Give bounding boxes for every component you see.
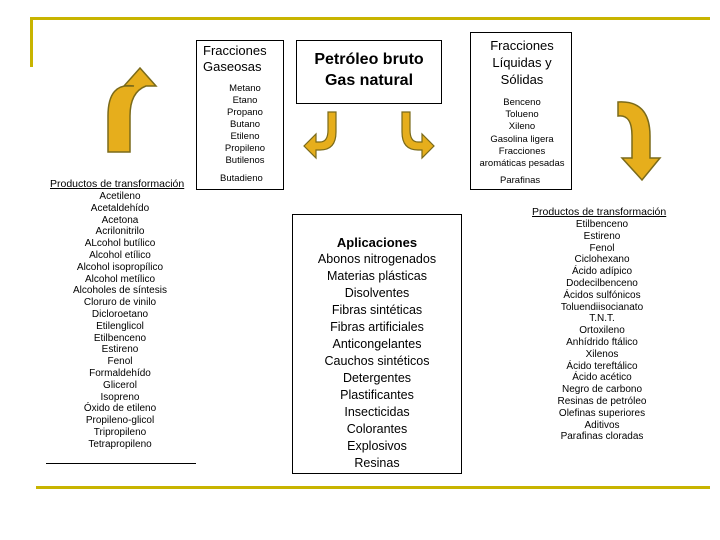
- curved-arrow-right-icon: [614, 100, 674, 200]
- application-item: Colorantes: [346, 422, 408, 436]
- right-product-item: Resinas de petróleo: [557, 395, 647, 407]
- left-product-item: Óxido de etileno: [83, 403, 157, 415]
- left-products-list: [50, 191, 190, 451]
- right-product-item: Olefinas superiores: [558, 407, 646, 419]
- left-product-item: Etilenglicol: [96, 320, 144, 332]
- right-product-item: Dodecilbenceno: [566, 277, 638, 289]
- applications-title: Aplicaciones: [336, 235, 418, 250]
- right-product-item: Anhídrido ftálico: [566, 336, 638, 348]
- crude-oil-line2: Gas natural: [324, 72, 414, 89]
- application-item: Explosivos: [347, 439, 407, 453]
- application-item: Plastificantes: [340, 388, 414, 402]
- top-rule: [30, 17, 710, 20]
- curved-arrow-left-icon: [100, 66, 160, 166]
- crude-oil-line1: Petróleo bruto: [314, 51, 424, 68]
- gaseous-fractions-box: [196, 40, 284, 190]
- application-item: Cauchos sintéticos: [324, 354, 430, 368]
- left-product-item: Acetileno: [99, 191, 141, 202]
- gaseous-item: Butilenos: [225, 155, 265, 166]
- left-product-item: Fenol: [107, 356, 133, 368]
- right-product-item: Ciclohexano: [574, 254, 630, 266]
- liquid-title-line1: Fracciones: [490, 38, 554, 53]
- liquid-item: Xileno: [508, 121, 536, 133]
- left-product-item: ALcohol butílico: [84, 238, 156, 250]
- application-item: Fibras artificiales: [330, 320, 424, 334]
- liquid-title: [471, 37, 573, 88]
- left-product-item: Alcohol isopropílico: [76, 261, 164, 273]
- right-product-item: Xilenos: [585, 348, 619, 360]
- applications-box: [292, 214, 462, 474]
- gaseous-title: [203, 43, 267, 75]
- left-product-item: Formaldehído: [89, 367, 151, 379]
- left-product-item: Estireno: [101, 344, 139, 356]
- right-products-title: Productos de transformación: [532, 206, 667, 218]
- gaseous-item: Metano: [229, 83, 261, 94]
- liquid-extra: Parafinas: [500, 175, 541, 186]
- curved-arrow-center-right-icon: [396, 110, 436, 160]
- gaseous-item: Etano: [232, 95, 258, 106]
- gaseous-list: [197, 83, 293, 167]
- right-product-item: Estireno: [583, 230, 621, 242]
- left-product-item: Cloruro de vinilo: [83, 297, 157, 309]
- application-item: Disolventes: [344, 286, 410, 300]
- gaseous-item: Propileno: [224, 143, 266, 154]
- liquid-item: Fracciones: [498, 145, 546, 157]
- liquid-item: Tolueno: [505, 109, 539, 121]
- right-product-item: Ácido adípico: [571, 266, 633, 278]
- application-item: Detergentes: [342, 371, 412, 385]
- left-product-item: Propileno-glicol: [85, 415, 155, 427]
- right-product-item: Ácido acético: [572, 372, 632, 384]
- gaseous-title-line1: Fracciones: [203, 43, 267, 58]
- right-product-item: Aditivos: [584, 419, 620, 431]
- application-item: Fibras sintéticas: [331, 303, 423, 317]
- right-product-item: Parafinas cloradas: [560, 431, 644, 443]
- application-item: Insecticidas: [344, 405, 410, 419]
- liquid-item: Benceno: [503, 97, 541, 108]
- bottom-rule: [36, 486, 710, 489]
- liquid-fractions-box: [470, 32, 572, 190]
- left-product-item: Alcoholes de síntesis: [73, 285, 167, 297]
- gaseous-item: Butano: [229, 119, 261, 130]
- left-product-item: Alcohol etílico: [89, 249, 151, 261]
- curved-arrow-center-left-icon: [302, 110, 342, 160]
- left-product-item: Tripropileno: [93, 426, 147, 438]
- left-product-item: Acetaldehído: [90, 202, 150, 214]
- left-product-item: Acetona: [101, 214, 139, 226]
- right-product-item: Toluendiisocianato: [560, 301, 644, 313]
- right-product-item: T.N.T.: [589, 313, 615, 325]
- left-product-item: Isopreno: [100, 391, 140, 403]
- crude-oil-box: [296, 40, 442, 104]
- left-product-item: Tetrapropileno: [88, 438, 152, 450]
- left-rule: [30, 17, 33, 67]
- applications-list: [293, 251, 461, 472]
- right-product-item: Ácidos sulfónicos: [563, 289, 641, 301]
- right-product-item: Fenol: [589, 242, 615, 254]
- right-product-item: Ortoxileno: [579, 325, 625, 337]
- right-products-list: [530, 219, 674, 443]
- gaseous-extra: Butadieno: [220, 173, 263, 184]
- application-item: Materias plásticas: [326, 269, 428, 283]
- liquid-title-line2: Líquidas y: [492, 55, 552, 70]
- liquid-title-line3: Sólidas: [500, 72, 544, 87]
- left-product-item: Dicloroetano: [91, 308, 149, 320]
- left-product-item: Etilbenceno: [93, 332, 147, 344]
- gaseous-title-line2: Gaseosas: [203, 59, 262, 74]
- left-product-item: Alcohol metílico: [84, 273, 156, 285]
- gaseous-item: Propano: [227, 107, 263, 118]
- application-item: Anticongelantes: [332, 337, 422, 351]
- right-product-item: Etilbenceno: [575, 219, 629, 230]
- application-item: Resinas: [354, 456, 400, 470]
- left-product-item: Glicerol: [103, 379, 137, 391]
- liquid-item: Gasolina ligera: [490, 133, 554, 145]
- liquid-item: aromáticas pesadas: [479, 158, 565, 170]
- right-product-item: Negro de carbono: [561, 384, 643, 396]
- left-products-title: Productos de transformación: [50, 178, 185, 190]
- liquid-list: [471, 97, 573, 170]
- right-product-item: Ácido tereftálico: [566, 360, 638, 372]
- left-product-item: Acrilonitrilo: [95, 226, 145, 238]
- gaseous-item: Etileno: [230, 131, 260, 142]
- application-item: Abonos nitrogenados: [317, 252, 437, 266]
